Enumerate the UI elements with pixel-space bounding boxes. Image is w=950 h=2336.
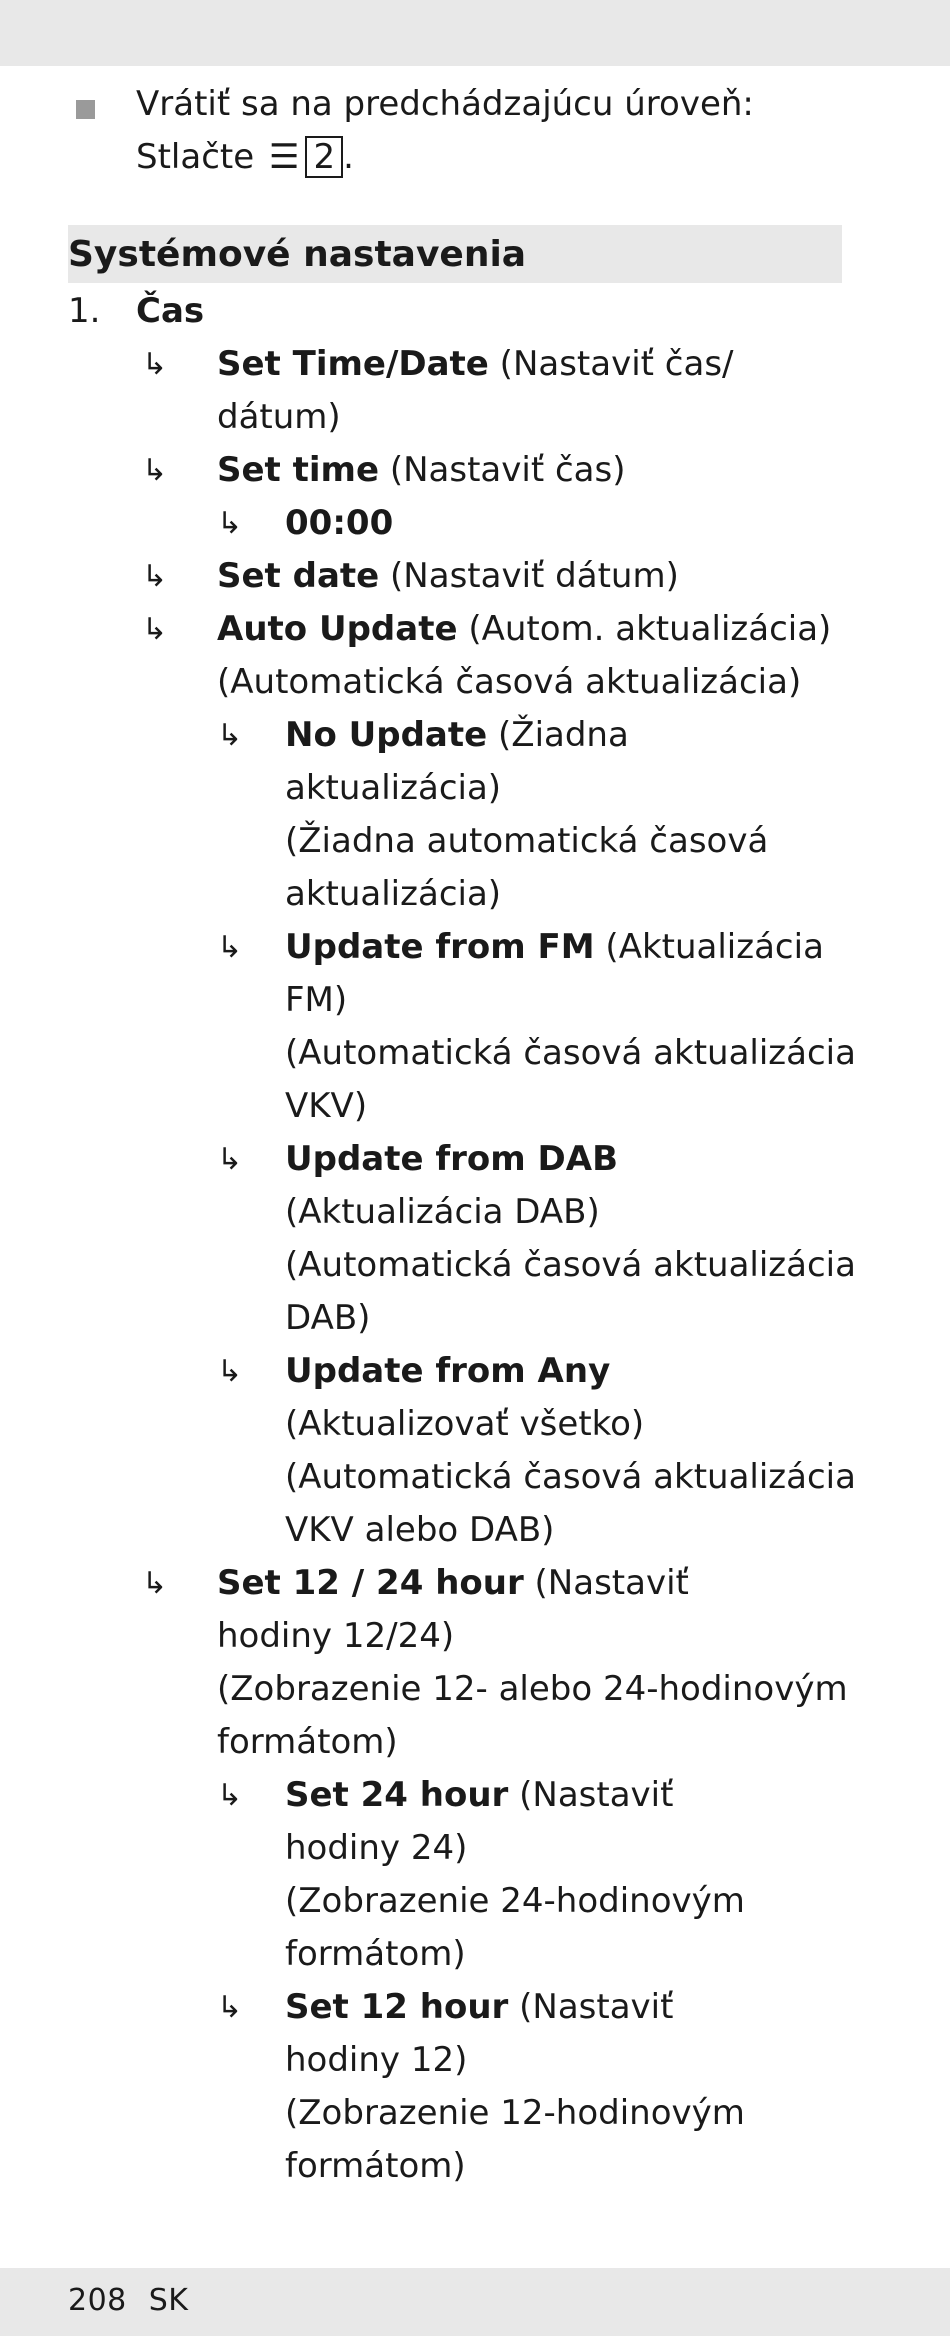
page-number: 208 xyxy=(68,2283,127,2318)
update-fm-cont: (Automatická časová aktualizácia xyxy=(285,1033,856,1073)
arrow-icon: ↳ xyxy=(217,1990,243,2025)
arrow-icon: ↳ xyxy=(217,1778,243,1813)
menu-label: Set 12 / 24 hour xyxy=(217,1563,524,1603)
update-dab-cont: DAB) xyxy=(285,1298,371,1338)
update-any-cont: VKV alebo DAB) xyxy=(285,1510,555,1550)
set-12-24-cont: (Zobrazenie 12- alebo 24-hodinovým xyxy=(217,1669,848,1709)
update-fm-cont: VKV) xyxy=(285,1086,368,1126)
set-12-24-cont: hodiny 12/24) xyxy=(217,1616,455,1656)
arrow-icon: ↳ xyxy=(142,1566,168,1601)
menu-label: Auto Update xyxy=(217,609,458,649)
update-dab-cont: (Automatická časová aktualizácia xyxy=(285,1245,856,1285)
line-end-period: . xyxy=(343,137,354,177)
set-12-24-entry xyxy=(217,1557,689,1610)
update-dab-entry: Update from DAB xyxy=(285,1139,619,1179)
update-any-cont: (Aktualizovať všetko) xyxy=(285,1404,645,1444)
back-instruction-line1: Vrátiť sa na predchádzajúcu úroveň: xyxy=(136,84,754,124)
auto-update-entry xyxy=(217,603,831,656)
no-update-cont: aktualizácia) xyxy=(285,874,502,914)
set-date-entry xyxy=(217,550,679,603)
menu-label: No Update xyxy=(285,715,488,755)
menu-description: (Nastaviť dátum) xyxy=(379,556,679,596)
menu-description: (Autom. aktualizácia) xyxy=(457,609,832,649)
square-bullet-icon xyxy=(76,100,95,119)
menu-description: (Nastaviť xyxy=(508,1775,674,1815)
set-12-cont: (Zobrazenie 12-hodinovým xyxy=(285,2093,745,2133)
arrow-icon: ↳ xyxy=(142,612,168,647)
menu-description: (Nastaviť xyxy=(523,1563,689,1603)
set-12-entry xyxy=(285,1981,673,2034)
arrow-icon: ↳ xyxy=(217,1142,243,1177)
arrow-icon: ↳ xyxy=(217,930,243,965)
menu-label: Update from FM xyxy=(285,927,595,967)
arrow-icon: ↳ xyxy=(217,506,243,541)
set-24-entry xyxy=(285,1769,673,1822)
arrow-icon: ↳ xyxy=(217,718,243,753)
auto-update-cont: (Automatická časová aktualizácia) xyxy=(217,662,802,702)
no-update-cont: aktualizácia) xyxy=(285,768,502,808)
arrow-icon: ↳ xyxy=(142,453,168,488)
arrow-icon: ↳ xyxy=(142,347,168,382)
menu-label: Set 12 hour xyxy=(285,1987,509,2027)
update-dab-cont: (Aktualizácia DAB) xyxy=(285,1192,600,1232)
update-any-entry: Update from Any xyxy=(285,1351,611,1391)
menu-label: Set date xyxy=(217,556,380,596)
update-fm-cont: FM) xyxy=(285,980,348,1020)
no-update-entry xyxy=(285,709,629,762)
update-fm-entry xyxy=(285,921,824,974)
update-any-cont: (Automatická časová aktualizácia xyxy=(285,1457,856,1497)
set-24-cont: hodiny 24) xyxy=(285,1828,468,1868)
item-number: 1. xyxy=(68,291,101,331)
time-value: 00:00 xyxy=(285,503,394,543)
press-label: Stlačte xyxy=(136,137,255,177)
item-title: Čas xyxy=(136,291,205,331)
set-time-date-entry xyxy=(217,338,734,391)
set-12-cont: hodiny 12) xyxy=(285,2040,468,2080)
menu-label: Set 24 hour xyxy=(285,1775,509,1815)
menu-description: (Nastaviť čas) xyxy=(379,450,626,490)
menu-label: Set time xyxy=(217,450,380,490)
menu-description: (Aktualizácia xyxy=(594,927,824,967)
set-24-cont: (Zobrazenie 24-hodinovým xyxy=(285,1881,745,1921)
menu-icon: ☰ xyxy=(268,137,300,177)
set-12-cont: formátom) xyxy=(285,2146,466,2186)
set-12-24-cont: formátom) xyxy=(217,1722,398,1762)
set-24-cont: formátom) xyxy=(285,1934,466,1974)
arrow-icon: ↳ xyxy=(142,559,168,594)
menu-label: Set Time/Date xyxy=(217,344,489,384)
no-update-cont: (Žiadna automatická časová xyxy=(285,821,769,861)
section-title: Systémové nastavenia xyxy=(68,234,527,275)
language-code: SK xyxy=(148,2283,189,2318)
set-time-date-cont: dátum) xyxy=(217,397,341,437)
footer xyxy=(68,2283,188,2318)
menu-description: (Nastaviť čas/ xyxy=(488,344,734,384)
arrow-icon: ↳ xyxy=(217,1354,243,1389)
key-number-box: 2 xyxy=(305,136,343,178)
menu-description: (Žiadna xyxy=(487,715,629,755)
top-margin-bar xyxy=(0,0,950,66)
back-instruction-line2 xyxy=(136,131,354,184)
set-time-entry xyxy=(217,444,625,497)
menu-description: (Nastaviť xyxy=(508,1987,674,2027)
